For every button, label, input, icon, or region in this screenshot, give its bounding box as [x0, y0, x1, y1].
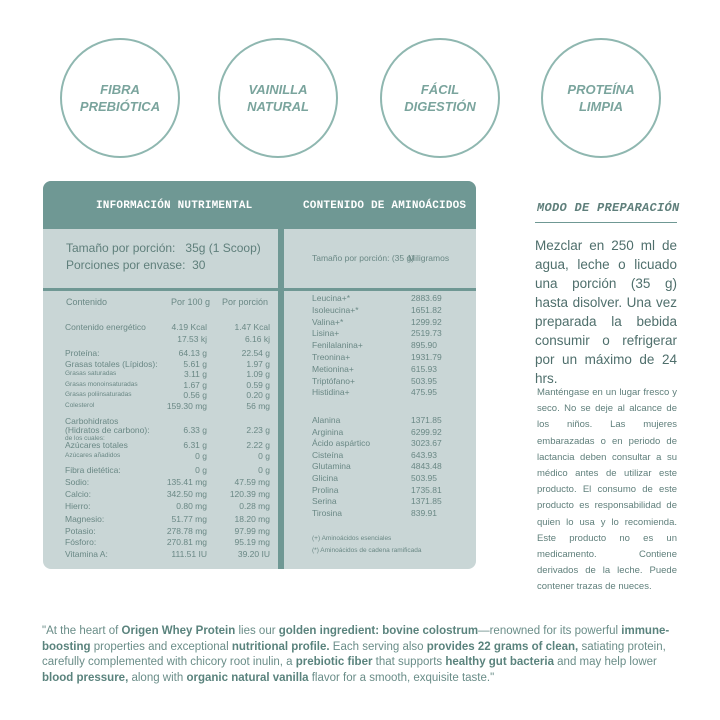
nutrient-perserving: 120.39 mg — [229, 489, 270, 499]
nutrient-row — [65, 501, 270, 511]
amino-name: Treonina+ — [312, 352, 351, 362]
amino-name: Serina — [312, 496, 337, 507]
nutrient-label: Calcio: — [65, 489, 91, 499]
nutrient-perserving: 6.16 kj — [244, 334, 270, 344]
amino-mg: 1735.81 — [411, 484, 442, 495]
amino-name: Histidina+ — [312, 387, 350, 398]
badge-line: LIMPIA — [578, 99, 624, 114]
nutrient-label: Contenido energético — [65, 322, 146, 332]
nutrient-label: Fibra dietética: — [65, 465, 121, 475]
amino-mg: 475.95 — [411, 387, 437, 398]
amino-mg: 2519.73 — [411, 328, 442, 339]
nutrient-label: Fósforo: — [65, 537, 97, 547]
amino-mg: 6299.92 — [411, 426, 442, 437]
nutrition-title: INFORMACIÓN NUTRIMENTAL — [96, 200, 253, 212]
header-divider — [284, 288, 476, 291]
nutrient-perserving: 2.23 g — [246, 425, 270, 435]
nutrient-per100: 3.11 g — [183, 369, 207, 379]
serving-size: Tamaño por porción: 35g (1 Scoop) — [66, 241, 261, 255]
amino-name: Arginina — [312, 426, 344, 437]
amino-note-branched: (*) Aminoácidos de cadena ramificada — [312, 547, 422, 554]
amino-unit-label: Miligramos — [408, 253, 450, 263]
nutrient-perserving: 56 mg — [246, 401, 270, 411]
nutrient-per100: 0 g — [195, 451, 207, 461]
amino-name: Valina+* — [312, 316, 344, 327]
preparation-title: MODO DE PREPARACIÓN — [537, 201, 680, 215]
nutrient-per100: 278.78 mg — [166, 526, 207, 536]
amino-row — [312, 496, 440, 506]
col-sep — [161, 288, 221, 290]
amino-name: Tirosina — [312, 507, 342, 518]
nutrient-per100: 64.13 g — [178, 348, 207, 358]
amino-name: Triptófano+ — [312, 375, 355, 386]
amino-row — [312, 376, 440, 386]
amino-title: CONTENIDO DE AMINOÁCIDOS — [303, 200, 467, 212]
badge-line: FIBRA — [100, 82, 140, 97]
nutrient-perserving: 0.28 mg — [239, 501, 270, 511]
amino-row — [312, 328, 440, 338]
nutrient-perserving: 0.59 g — [246, 380, 270, 390]
nutrient-per100: 4.19 Kcal — [171, 322, 207, 332]
nutrient-per100: 0 g — [195, 465, 207, 475]
amino-mg: 3023.67 — [411, 438, 442, 449]
nutrient-row — [65, 489, 270, 499]
desc-text: along with — [128, 671, 187, 684]
desc-bold: provides 22 grams of clean, — [426, 640, 579, 653]
desc-text: that supports — [372, 656, 446, 668]
amino-row — [312, 461, 440, 471]
amino-name: Glicina — [312, 473, 338, 483]
amino-row — [312, 340, 440, 350]
nutrient-perserving: 2.22 g — [246, 440, 270, 450]
amino-name: Alanina — [312, 415, 341, 425]
desc-text: —renowned for its powerful — [478, 625, 622, 637]
nutrient-row-energy-kj — [65, 334, 270, 344]
amino-mg: 1299.92 — [411, 316, 442, 327]
badge-vainilla-natural — [218, 38, 338, 158]
desc-text: properties and exceptional — [90, 640, 232, 653]
nutrient-perserving: 47.59 mg — [234, 477, 270, 487]
nutrient-perserving: 1.97 g — [246, 359, 270, 369]
product-description — [42, 624, 682, 686]
amino-mg: 615.93 — [411, 363, 437, 374]
nutrient-row — [65, 526, 270, 536]
nutrient-per100: 270.81 mg — [166, 537, 207, 547]
desc-bold: golden ingredient: bovine colostrum — [278, 625, 479, 637]
nutrient-per100: 0.80 mg — [176, 501, 207, 511]
desc-bold: nutritional profile. — [231, 640, 330, 653]
desc-bold: blood pressure, — [42, 671, 129, 684]
nutrient-row — [65, 549, 270, 559]
badge-line: NATURAL — [247, 99, 309, 114]
amino-name: Prolina — [312, 484, 339, 495]
nutrient-per100: 51.77 mg — [171, 514, 207, 524]
amino-name: Ácido aspártico — [312, 438, 371, 449]
nutrient-label: Azúcares totales — [65, 440, 128, 450]
amino-row — [312, 364, 440, 374]
amino-name: Metionina+ — [312, 363, 354, 374]
nutrient-per100: 1.67 g — [183, 380, 207, 390]
nutrient-per100: 5.61 g — [183, 359, 207, 369]
amino-mg: 503.95 — [411, 375, 437, 386]
amino-mg: 503.95 — [411, 473, 437, 483]
desc-text: "At the heart of — [42, 625, 122, 637]
badge-line: DIGESTIÓN — [404, 99, 476, 114]
nutrient-perserving: 22.54 g — [241, 348, 270, 358]
servings-per-container: Porciones por envase: 30 — [66, 258, 206, 272]
desc-bold: healthy gut bacteria — [445, 656, 554, 668]
amino-mg: 895.90 — [411, 340, 437, 351]
nutrient-row — [65, 514, 270, 524]
nutrient-perserving: 0 g — [258, 451, 270, 461]
warning-text: Manténgase en un lugar fresco y seco. No se deje al alcance de los niños. Las mujeres embarazadas o en periodo de lactancia deben consultar a su médico antes de utilizar este producto. El consumo de este producto es responsabilidad de quien lo usa y lo recomienda. Este producto no es un medicamento. Contiene derivados de la leche. Puede contener trazas de nueces. — [537, 387, 677, 593]
nutrient-row — [65, 348, 270, 358]
nutrient-per100: 6.31 g — [183, 440, 207, 450]
nutrient-label: Proteína: — [65, 348, 100, 358]
amino-note-essential: (+) Aminoácidos esenciales — [312, 535, 392, 542]
nutrient-label: Magnesio: — [65, 514, 105, 524]
nutrient-per100: 135.41 mg — [166, 477, 207, 487]
nutrient-per100: 0.56 g — [183, 390, 207, 400]
nutrient-row-energy — [65, 322, 270, 332]
badge-fibra-prebiotica — [60, 38, 180, 158]
amino-mg: 4843.48 — [411, 461, 442, 472]
column-divider — [280, 229, 284, 569]
col-per100: Por 100 g — [171, 297, 211, 307]
nutrient-per100: 342.50 mg — [166, 489, 207, 499]
amino-row — [312, 438, 440, 448]
amino-row — [312, 450, 440, 460]
nutrient-perserving: 97.99 mg — [234, 526, 270, 536]
desc-text: and may help lower — [553, 656, 657, 668]
nutrient-label: Sodio: — [65, 477, 90, 487]
desc-text: flavor for a smooth, exquisite taste." — [308, 671, 495, 684]
amino-mg: 2883.69 — [411, 293, 442, 303]
col-perserving: Por porción — [222, 297, 269, 307]
nutrient-perserving: 18.20 mg — [234, 514, 270, 524]
nutrient-per100: 111.51 IU — [171, 549, 207, 559]
nutrient-row — [65, 477, 270, 487]
nutrient-per100: 17.53 kj — [177, 334, 207, 344]
col-content: Contenido — [66, 297, 108, 307]
desc-text: satiating protein, carefully complemented with chicory root inulin, a — [42, 640, 666, 668]
amino-row — [312, 415, 440, 425]
amino-row — [312, 485, 440, 495]
badge-line: PREBIÓTICA — [79, 99, 161, 114]
nutrient-row — [65, 359, 270, 369]
nutrient-label: Grasas totales (Lípidos): — [65, 359, 158, 369]
preparation-text: Mezclar en 250 ml de agua, leche o licuado una porción (35 g) hasta disolver. Una vez preparada la bebida consumir o refrigerar por un máximo de 24 hrs. — [535, 238, 677, 386]
amino-mg: 1651.82 — [411, 304, 442, 315]
nutrient-perserving: 0.20 g — [246, 390, 270, 400]
nutrient-label: Grasas poliinsaturadas — [65, 391, 132, 398]
amino-serving-label: Tamaño por porción: (35 g) — [312, 253, 415, 263]
amino-row — [312, 508, 440, 518]
nutrient-row — [65, 401, 270, 411]
nutrient-label: Colesterol — [65, 402, 95, 409]
nutrient-label: Azúcares añadidos — [65, 452, 121, 459]
nutrient-label: Carbohidratos — [65, 416, 119, 426]
nutrient-label: Grasas saturadas — [65, 370, 117, 377]
nutrient-label: de los cuales: — [65, 435, 105, 442]
desc-bold: prebiotic fiber — [295, 656, 373, 668]
nutrient-row — [65, 537, 270, 547]
desc-text: Each serving also — [329, 640, 427, 653]
nutrient-row — [65, 440, 270, 450]
amino-row — [312, 427, 440, 437]
amino-name: Glutamina — [312, 461, 351, 472]
badge-line: PROTEÍNA — [567, 82, 635, 97]
amino-name: Leucina+* — [312, 293, 351, 303]
desc-bold: immune-boosting — [42, 625, 670, 653]
nutrient-label: Potasio: — [65, 526, 96, 536]
nutrient-label: (Hidratos de carbono): — [65, 425, 150, 435]
nutrient-label: Vitamina A: — [65, 549, 108, 559]
nutrient-per100: 159.30 mg — [166, 401, 207, 411]
nutrient-perserving: 39.20 IU — [237, 549, 270, 559]
nutrient-label: Hierro: — [65, 501, 91, 511]
nutrient-row — [65, 369, 270, 379]
nutrient-perserving: 1.47 Kcal — [234, 322, 270, 332]
amino-row — [312, 387, 440, 397]
nutrient-row — [65, 380, 270, 390]
amino-row — [312, 317, 440, 327]
nutrient-row — [65, 465, 270, 475]
amino-mg: 839.91 — [411, 507, 437, 518]
nutrient-row — [65, 390, 270, 400]
amino-row — [312, 473, 440, 483]
desc-text: lies our — [235, 625, 279, 637]
desc-bold: organic natural vanilla — [186, 671, 309, 684]
amino-name: Fenilalanina+ — [312, 340, 363, 351]
amino-name: Cisteína — [312, 449, 344, 460]
amino-mg: 643.93 — [411, 449, 437, 460]
nutrient-row — [65, 451, 270, 461]
amino-name: Isoleucina+* — [312, 304, 359, 315]
preparation-divider — [535, 222, 677, 223]
amino-mg: 1371.85 — [411, 415, 442, 425]
nutrient-per100: 6.33 g — [183, 425, 207, 435]
amino-mg: 1931.79 — [411, 352, 442, 362]
amino-row — [312, 293, 440, 303]
nutrient-perserving: 0 g — [258, 465, 270, 475]
badge-proteina-limpia — [541, 38, 661, 158]
nutrient-label: Grasas monoinsaturadas — [65, 381, 138, 388]
amino-row — [312, 305, 440, 315]
amino-mg: 1371.85 — [411, 496, 442, 507]
badge-line: VAINILLA — [248, 82, 308, 97]
nutrient-perserving: 1.09 g — [246, 369, 270, 379]
badge-line: FÁCIL — [420, 82, 460, 97]
badge-facil-digestion — [380, 38, 500, 158]
amino-row — [312, 352, 440, 362]
nutrient-perserving: 95.19 mg — [234, 537, 270, 547]
desc-bold: Origen Whey Protein — [121, 625, 236, 637]
amino-name: Lisina+ — [312, 328, 340, 339]
